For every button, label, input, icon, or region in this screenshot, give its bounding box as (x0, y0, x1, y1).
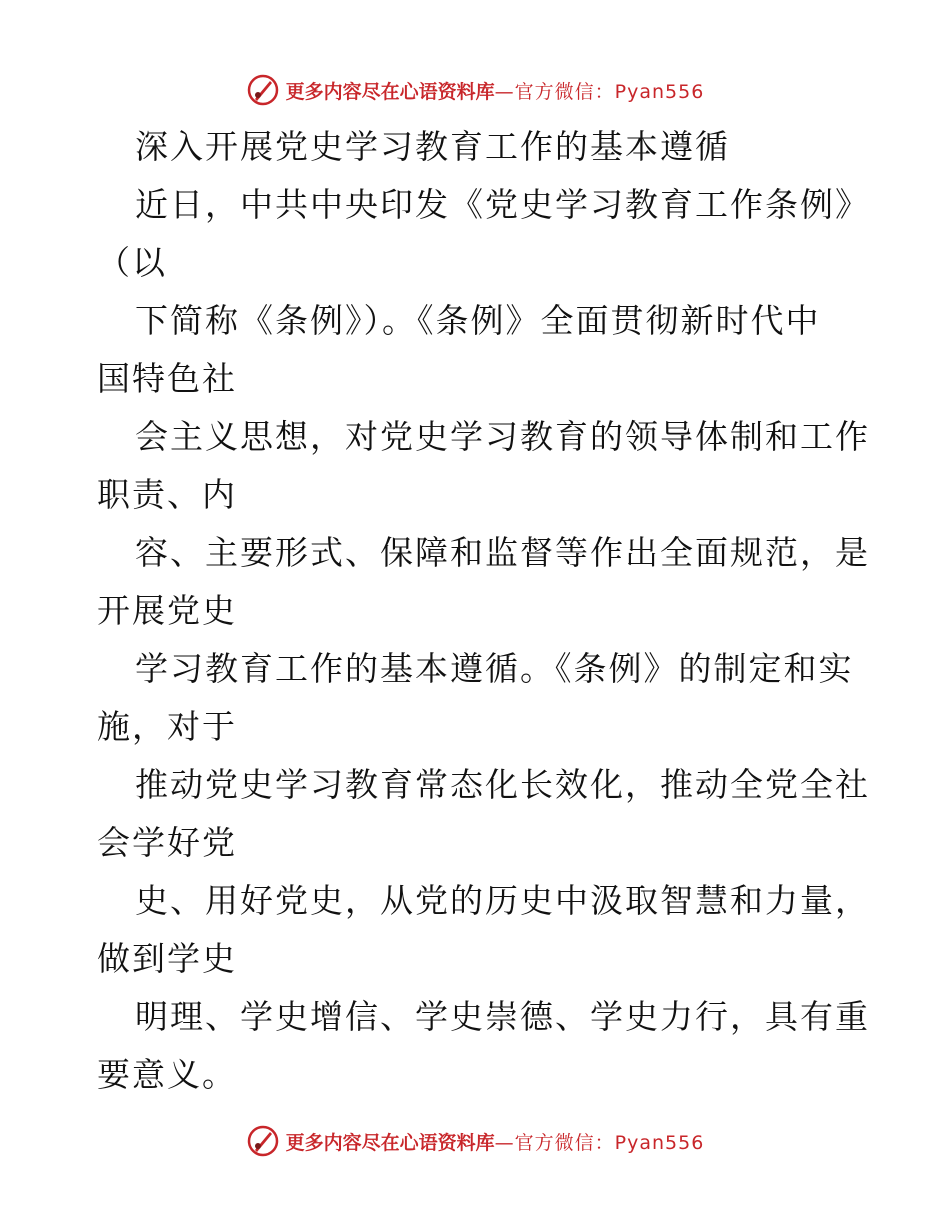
banner-main-text: 更多内容尽在心语资料库 (285, 1131, 495, 1154)
banner-wechat-text: —官方微信：Pyan556 (494, 80, 705, 103)
document-title: 深入开展党史学习教育工作的基本遵循 (135, 127, 730, 166)
header-banner (0, 70, 950, 110)
body-line: 要意义。 (97, 1055, 237, 1094)
body-line: 容、主要形式、保障和监督等作出全面规范，是 (135, 533, 870, 572)
body-line: 开展党史 (97, 591, 237, 630)
body-line: （以 (97, 243, 167, 282)
body-line: 推动党史学习教育常态化长效化，推动全党全社 (135, 765, 870, 804)
quill-pen-logo-icon (246, 1124, 280, 1158)
body-line: 会主义思想，对党史学习教育的领导体制和工作 (135, 417, 870, 456)
banner-main-text: 更多内容尽在心语资料库 (285, 80, 495, 103)
body-line: 学习教育工作的基本遵循。《条例》的制定和实 (135, 649, 854, 688)
body-line: 做到学史 (97, 939, 237, 978)
body-line: 明理、学史增信、学史崇德、学史力行，具有重 (135, 997, 870, 1036)
body-line: 下简称《条例》）。《条例》全面贯彻新时代中 (135, 301, 821, 340)
quill-pen-logo-icon (246, 73, 280, 107)
body-line: 近日，中共中央印发《党史学习教育工作条例》 (135, 185, 870, 224)
footer-banner (0, 1121, 950, 1161)
body-line: 职责、内 (97, 475, 237, 514)
body-line: 国特色社 (97, 359, 237, 398)
body-line: 会学好党 (97, 823, 237, 862)
document-body (97, 118, 870, 1104)
body-line: 史、用好党史，从党的历史中汲取智慧和力量， (135, 881, 870, 920)
banner-wechat-text: —官方微信：Pyan556 (494, 1131, 705, 1154)
body-line: 施，对于 (97, 707, 237, 746)
